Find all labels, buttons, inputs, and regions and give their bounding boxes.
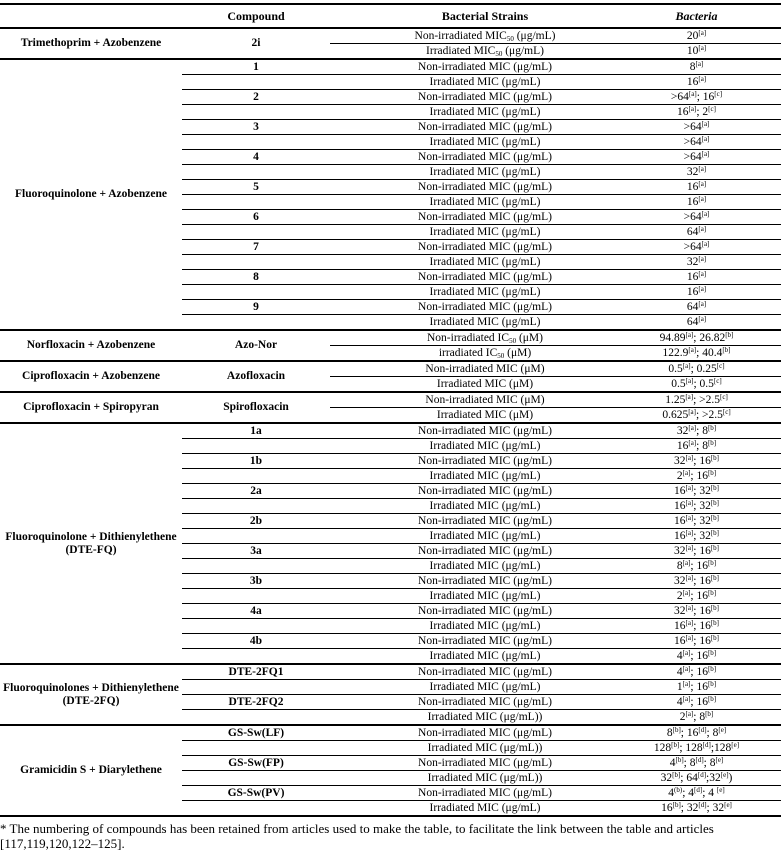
value-cell: 16[a]	[640, 180, 781, 195]
compound-cell: 3b	[182, 574, 330, 589]
compound-cell: GS-Sw(FP)	[182, 756, 330, 771]
value-cell: 8[a]; 16[b]	[640, 559, 781, 574]
compound-cell	[182, 225, 330, 240]
group-cell: Norfloxacin + Azobenzene	[0, 330, 182, 361]
strain-cell: Irradiated MIC (μg/mL))	[330, 771, 640, 786]
compound-cell: 6	[182, 210, 330, 225]
value-cell: >64[a]	[640, 150, 781, 165]
compound-cell: Spirofloxacin	[182, 392, 330, 423]
strain-cell: Non-irradiated MIC (μg/mL)	[330, 664, 640, 680]
table-row	[0, 330, 781, 346]
group-cell: Trimethoprim + Azobenzene	[0, 28, 182, 59]
value-cell: 32[a]; 16[b]	[640, 454, 781, 469]
compound-cell	[182, 195, 330, 210]
strain-cell: Irradiated $MIC_{50}$ (μg/mL)	[330, 44, 640, 60]
compound-cell	[182, 285, 330, 300]
value-cell: 16[a]; 16[b]	[640, 634, 781, 649]
compound-cell: DTE-2FQ2	[182, 695, 330, 710]
value-cell: 20[a]	[640, 28, 781, 44]
value-cell: 0.625[a]; >2.5[c]	[640, 408, 781, 424]
strain-cell: Non-irradiated MIC (μg/mL)	[330, 423, 640, 439]
value-cell: >64[a]	[640, 210, 781, 225]
compound-cell: GS-Sw(LF)	[182, 725, 330, 741]
compound-cell: 2b	[182, 514, 330, 529]
compound-mic-table	[0, 3, 781, 817]
compound-cell	[182, 771, 330, 786]
strain-cell: Non-irradiated MIC (μM)	[330, 361, 640, 377]
value-cell: 1.25[a]; >2.5[c]	[640, 392, 781, 408]
compound-cell: Azo-Nor	[182, 330, 330, 361]
value-cell: 16[a]; 32[b]	[640, 484, 781, 499]
group-cell: Ciprofloxacin + Spiropyran	[0, 392, 182, 423]
table-row	[0, 664, 781, 680]
value-cell: 64[a]	[640, 225, 781, 240]
value-cell: 2[a]; 16[b]	[640, 469, 781, 484]
value-cell: >64[a]; 16[c]	[640, 90, 781, 105]
value-cell: 4[a]; 16[b]	[640, 695, 781, 710]
table-body	[0, 28, 781, 816]
compound-cell	[182, 559, 330, 574]
strain-cell: Irradiated MIC (μg/mL)	[330, 619, 640, 634]
compound-cell: GS-Sw(PV)	[182, 786, 330, 801]
value-cell: 8[a]	[640, 59, 781, 75]
strain-cell: Non-irradiated MIC (μg/mL)	[330, 210, 640, 225]
strain-cell: Non-irradiated $MIC_{50}$ (μg/mL)	[330, 28, 640, 44]
strain-cell: Non-irradiated MIC (μg/mL)	[330, 544, 640, 559]
value-cell: >64[a]	[640, 240, 781, 255]
strain-cell: Non-irradiated MIC (μg/mL)	[330, 514, 640, 529]
value-cell: 64[a]	[640, 300, 781, 315]
compound-cell: 2a	[182, 484, 330, 499]
strain-cell: Non-irradiated MIC (μg/mL)	[330, 59, 640, 75]
value-cell: 16[a]	[640, 285, 781, 300]
value-cell: 32[a]; 8[b]	[640, 423, 781, 439]
compound-cell: 4	[182, 150, 330, 165]
value-cell: 16[b]; 32[d]; 32[e]	[640, 801, 781, 817]
value-cell: 4[a]; 16[b]	[640, 649, 781, 665]
value-cell: 32[a]; 16[b]	[640, 574, 781, 589]
compound-cell: 9	[182, 300, 330, 315]
compound-cell	[182, 529, 330, 544]
group-cell: Ciprofloxacin + Azobenzene	[0, 361, 182, 392]
value-cell: 94.89[a]; 26.82[b]	[640, 330, 781, 346]
strain-cell: Irradiated MIC (μg/mL)	[330, 529, 640, 544]
strain-cell: Non-irradiated MIC (μM)	[330, 392, 640, 408]
col-header-bacterial-strains: Bacterial Strains	[330, 4, 640, 28]
value-cell: 32[a]; 16[b]	[640, 544, 781, 559]
value-cell: 32[a]; 16[b]	[640, 604, 781, 619]
group-cell: Gramicidin S + Diarylethene	[0, 725, 182, 816]
compound-cell	[182, 315, 330, 331]
table-row	[0, 59, 781, 75]
compound-cell: 1a	[182, 423, 330, 439]
value-cell: 16[a]; 2[c]	[640, 105, 781, 120]
compound-cell: Azofloxacin	[182, 361, 330, 392]
value-cell: 4[a]; 16[b]	[640, 664, 781, 680]
compound-cell: 8	[182, 270, 330, 285]
strain-cell: Irradiated MIC (μg/mL)	[330, 801, 640, 817]
strain-cell: Non-irradiated MIC (μg/mL)	[330, 180, 640, 195]
strain-cell: Irradiated MIC (μg/mL)	[330, 439, 640, 454]
compound-cell: 7	[182, 240, 330, 255]
strain-cell: Irradiated MIC (μg/mL)	[330, 589, 640, 604]
value-cell: 0.5[a]; 0.5[c]	[640, 377, 781, 393]
value-cell: 64[a]	[640, 315, 781, 331]
value-cell: 16[a]; 32[b]	[640, 499, 781, 514]
value-cell: 16[a]	[640, 270, 781, 285]
table-row	[0, 28, 781, 44]
group-cell: Fluoroquinolone + Dithienylethene (DTE-FQ)	[0, 423, 182, 664]
strain-cell: Non-irradiated MIC (μg/mL)	[330, 454, 640, 469]
compound-cell: 3a	[182, 544, 330, 559]
strain-cell: Non-irradiated MIC (μg/mL)	[330, 695, 640, 710]
compound-cell: 4a	[182, 604, 330, 619]
strain-cell: Non-irradiated MIC (μg/mL)	[330, 756, 640, 771]
compound-cell	[182, 589, 330, 604]
value-cell: 10[a]	[640, 44, 781, 60]
compound-cell	[182, 469, 330, 484]
compound-cell: 2	[182, 90, 330, 105]
group-cell: Fluoroquinolone + Azobenzene	[0, 59, 182, 330]
compound-cell	[182, 165, 330, 180]
value-cell: 16[a]	[640, 195, 781, 210]
compound-cell	[182, 255, 330, 270]
compound-cell	[182, 619, 330, 634]
compound-cell	[182, 649, 330, 665]
strain-cell: Irradiated MIC (μg/mL)	[330, 559, 640, 574]
strain-cell: Irradiated MIC (μg/mL)	[330, 75, 640, 90]
strain-cell: Non-irradiated $IC_{50}$ (μM)	[330, 330, 640, 346]
value-cell: 122.9[a]; 40.4[b]	[640, 346, 781, 362]
table-row	[0, 361, 781, 377]
col-header-group	[0, 4, 182, 28]
col-header-bacteria: Bacteria	[640, 4, 781, 28]
compound-cell: 2i	[182, 28, 330, 59]
table-footnote: * The numbering of compounds has been retained from articles used to make the table, to facilitate the link between the table and articles [117,119,120,122–125].	[0, 821, 714, 851]
strain-cell: Non-irradiated MIC (μg/mL)	[330, 604, 640, 619]
strain-cell: Irradiated MIC (μg/mL))	[330, 710, 640, 726]
strain-cell: Irradiated MIC (μg/mL)	[330, 255, 640, 270]
compound-cell	[182, 105, 330, 120]
value-cell: 16[a]; 32[b]	[640, 529, 781, 544]
value-cell: 2[a]; 16[b]	[640, 589, 781, 604]
strain-cell: Irradiated MIC (μg/mL))	[330, 741, 640, 756]
compound-cell	[182, 75, 330, 90]
strain-cell: Non-irradiated MIC (μg/mL)	[330, 120, 640, 135]
strain-cell: Irradiated MIC (μg/mL)	[330, 315, 640, 331]
table-row	[0, 392, 781, 408]
value-cell: 0.5[a]; 0.25[c]	[640, 361, 781, 377]
strain-cell: Non-irradiated MIC (μg/mL)	[330, 786, 640, 801]
value-cell: 32[a]	[640, 255, 781, 270]
table-row	[0, 423, 781, 439]
strain-cell: Irradiated MIC (μg/mL)	[330, 135, 640, 150]
value-cell: 16[a]	[640, 75, 781, 90]
compound-cell: 1	[182, 59, 330, 75]
compound-cell	[182, 710, 330, 726]
strain-cell: Irradiated MIC (μg/mL)	[330, 195, 640, 210]
compound-cell: 4b	[182, 634, 330, 649]
compound-cell	[182, 135, 330, 150]
strain-cell: Irradiated MIC (μg/mL)	[330, 649, 640, 665]
strain-cell: Irradiated MIC (μg/mL)	[330, 165, 640, 180]
strain-cell: Irradiated MIC (μg/mL)	[330, 285, 640, 300]
col-header-compound: Compound	[182, 4, 330, 28]
strain-cell: Non-irradiated MIC (μg/mL)	[330, 300, 640, 315]
value-cell: 2[a]; 8[b]	[640, 710, 781, 726]
compound-cell	[182, 741, 330, 756]
value-cell: 16[a]; 8[b]	[640, 439, 781, 454]
strain-cell: Irradiated MIC (μg/mL)	[330, 469, 640, 484]
value-cell: 16[a]; 16[b]	[640, 619, 781, 634]
compound-cell	[182, 680, 330, 695]
compound-cell	[182, 801, 330, 817]
table-row	[0, 725, 781, 741]
value-cell: 16[a]; 32[b]	[640, 514, 781, 529]
value-cell: 8[b]; 16[d]; 8[e]	[640, 725, 781, 741]
strain-cell: Irradiated MIC (μg/mL)	[330, 225, 640, 240]
strain-cell: Non-irradiated MIC (μg/mL)	[330, 270, 640, 285]
value-cell: 32[a]	[640, 165, 781, 180]
strain-cell: Irradiated MIC (μM)	[330, 377, 640, 393]
compound-cell: DTE-2FQ1	[182, 664, 330, 680]
strain-cell: Non-irradiated MIC (μg/mL)	[330, 484, 640, 499]
value-cell: >64[a]	[640, 135, 781, 150]
compound-cell	[182, 439, 330, 454]
table-header	[0, 4, 781, 28]
value-cell: >64[a]	[640, 120, 781, 135]
strain-cell: Non-irradiated MIC (μg/mL)	[330, 150, 640, 165]
strain-cell: Non-irradiated MIC (μg/mL)	[330, 574, 640, 589]
value-cell: 128[b]; 128[d];128[e]	[640, 741, 781, 756]
header-row	[0, 4, 781, 28]
strain-cell: Non-irradiated MIC (μg/mL)	[330, 240, 640, 255]
strain-cell: Non-irradiated MIC (μg/mL)	[330, 90, 640, 105]
compound-cell: 5	[182, 180, 330, 195]
strain-cell: Irradiated MIC (μg/mL)	[330, 105, 640, 120]
strain-cell: irradiated $IC_{50}$ (μM)	[330, 346, 640, 362]
value-cell: 1[a]; 16[b]	[640, 680, 781, 695]
group-cell: Fluoroquinolones + Dithienylethene (DTE-2FQ)	[0, 664, 182, 725]
compound-cell: 3	[182, 120, 330, 135]
value-cell: 4$^{(b)}$; 4[d]; 4 [e]	[640, 786, 781, 801]
strain-cell: Non-irradiated MIC (μg/mL)	[330, 634, 640, 649]
strain-cell: Irradiated MIC (μg/mL)	[330, 499, 640, 514]
compound-cell	[182, 499, 330, 514]
compound-cell: 1b	[182, 454, 330, 469]
value-cell: 32[b]; 64[d];32[e])	[640, 771, 781, 786]
strain-cell: Irradiated MIC (μg/mL)	[330, 680, 640, 695]
strain-cell: Non-irradiated MIC (μg/mL)	[330, 725, 640, 741]
strain-cell: Irradiated MIC (μM)	[330, 408, 640, 424]
value-cell: 4[b]; 8[d]; 8[e]	[640, 756, 781, 771]
